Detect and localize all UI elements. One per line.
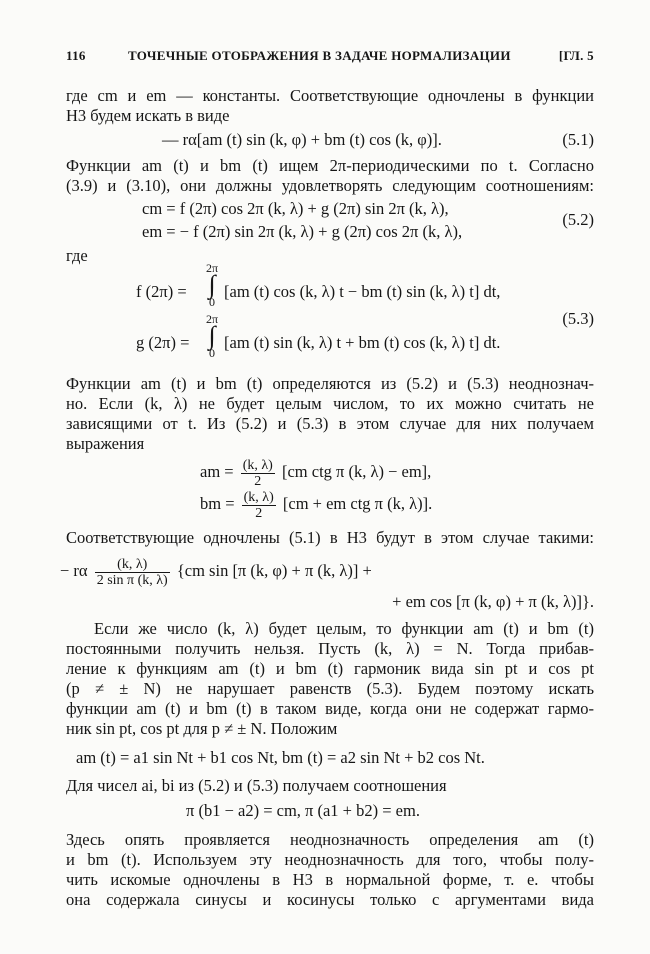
text-line: Соответствующие одночлены (5.1) в H3 будут в этом случае такими: xyxy=(66,528,594,547)
fraction-numerator: (k, λ) xyxy=(243,489,274,505)
integral-sign xyxy=(200,262,224,308)
integral-sign xyxy=(200,313,224,359)
text-line: чить искомые одночлены в H3 в нормальной форме, т. е. чтобы xyxy=(66,870,594,889)
integral-rhs: [am (t) sin (k, λ) t + bm (t) cos (k, λ) t] dt. xyxy=(224,333,501,352)
fraction xyxy=(242,490,276,521)
equation-number: (5.3) xyxy=(562,309,594,328)
fraction xyxy=(95,557,170,588)
fraction-denominator: 2 xyxy=(254,473,262,489)
text-line: (3.9) и (3.10), они должны удовлетворять следующим соотношениям: xyxy=(66,176,594,195)
equation-number: (5.1) xyxy=(562,130,594,149)
text-line: Для чисел ai, bi из (5.2) и (5.3) получаем соотношения xyxy=(66,776,447,795)
equation-relations: π (b1 − a2) = cm, π (a1 + b2) = em. xyxy=(186,801,420,820)
monomial-line2: + em cos [π (k, φ) + π (k, λ)]}. xyxy=(392,592,594,611)
text-line: ление к функциям am (t) и bm (t) гармоник вида sin pt и cos pt xyxy=(66,659,594,678)
bm-lhs: bm = xyxy=(200,494,235,513)
integral-rhs: [am (t) cos (k, λ) t − bm (t) sin (k, λ) t] dt, xyxy=(224,282,501,301)
integral-lower-limit: 0 xyxy=(209,295,215,309)
am-lhs: am = xyxy=(200,462,234,481)
fraction-denominator: 2 sin π (k, λ) xyxy=(96,572,168,588)
text-line: функции am (t) и bm (t) в таком виде, когда они не содержат гармо- xyxy=(66,699,594,718)
integral-lhs: f (2π) = xyxy=(136,282,187,301)
am-rhs: [cm ctg π (k, λ) − em], xyxy=(281,462,432,481)
equation-body: — rα[am (t) sin (k, φ) + bm (t) cos (k, φ)]. xyxy=(162,130,442,149)
integral-symbol: ∫ xyxy=(208,321,216,350)
fraction-denominator: 2 xyxy=(255,505,263,521)
equation-5-2-line1: cm = f (2π) cos 2π (k, λ) + g (2π) sin 2π (k, λ), xyxy=(142,199,449,218)
text-line: где cm и em — константы. Соответствующие одночлены в функции xyxy=(66,86,594,105)
text-line: H3 будем искать в виде xyxy=(66,106,230,125)
text-line: но. Если (k, λ) не будет целым числом, то их можно считать не xyxy=(66,394,594,413)
monomial-lead: − rα xyxy=(60,561,88,580)
text-line: Если же число (k, λ) будет целым, то функции am (t) и bm (t) xyxy=(94,619,594,638)
integral-lower-limit: 0 xyxy=(209,346,215,360)
text-line: ник sin pt, cos pt для p ≠ ± N. Положим xyxy=(66,719,338,738)
text-line: она содержала синусы и косинусы только с аргументами вида xyxy=(66,890,594,909)
bm-rhs: [cm + em ctg π (k, λ)]. xyxy=(282,494,433,513)
equation-harmonics: am (t) = a1 sin Nt + b1 cos Nt, bm (t) = a2 sin Nt + b2 cos Nt. xyxy=(76,748,485,767)
integral-lhs: g (2π) = xyxy=(136,333,190,352)
text-line: Функции am (t) и bm (t) ищем 2π-периодическими по t. Согласно xyxy=(66,156,594,175)
fraction xyxy=(241,458,275,489)
integral-symbol: ∫ xyxy=(208,270,216,299)
chapter-label: [ГЛ. 5 xyxy=(558,48,594,63)
text-line: Функции am (t) и bm (t) определяются из (5.2) и (5.3) неоднознач- xyxy=(66,374,594,393)
page-header xyxy=(66,46,594,66)
monomial-rest: {cm sin [π (k, φ) + π (k, λ)] + xyxy=(176,561,372,580)
text-line: (p ≠ ± N) не нарушает равенств (5.3). Будем поэтому искать xyxy=(66,679,594,698)
fraction-numerator: (k, λ) xyxy=(95,557,170,573)
integral-upper-limit: 2π xyxy=(205,312,219,326)
equation-monomial-line1 xyxy=(60,553,600,589)
integral-upper-limit: 2π xyxy=(205,261,219,275)
text-line: где xyxy=(66,246,88,265)
text-line: зависящими от t. Из (5.2) и (5.3) в этом случае для них получаем xyxy=(66,414,594,433)
equation-bm xyxy=(200,486,560,522)
page-number: 116 xyxy=(66,48,86,63)
equation-5-2-line2: em = − f (2π) sin 2π (k, λ) + g (2π) cos 2π (k, λ), xyxy=(142,222,463,241)
running-title: ТОЧЕЧНЫЕ ОТОБРАЖЕНИЯ В ЗАДАЧЕ НОРМАЛИЗАЦИИ xyxy=(128,48,511,63)
text-line: и bm (t). Используем эту неоднозначность для того, чтобы полу- xyxy=(66,850,594,869)
equation-am xyxy=(200,454,560,490)
text-line: выражения xyxy=(66,434,145,453)
text-line: Здесь опять проявляется неоднозначность определения am (t) xyxy=(66,830,594,849)
equation-number: (5.2) xyxy=(562,210,594,229)
fraction-numerator: (k, λ) xyxy=(242,457,273,473)
text-line: постоянными получить нельзя. Пусть (k, λ) = N. Тогда прибав- xyxy=(66,639,594,658)
